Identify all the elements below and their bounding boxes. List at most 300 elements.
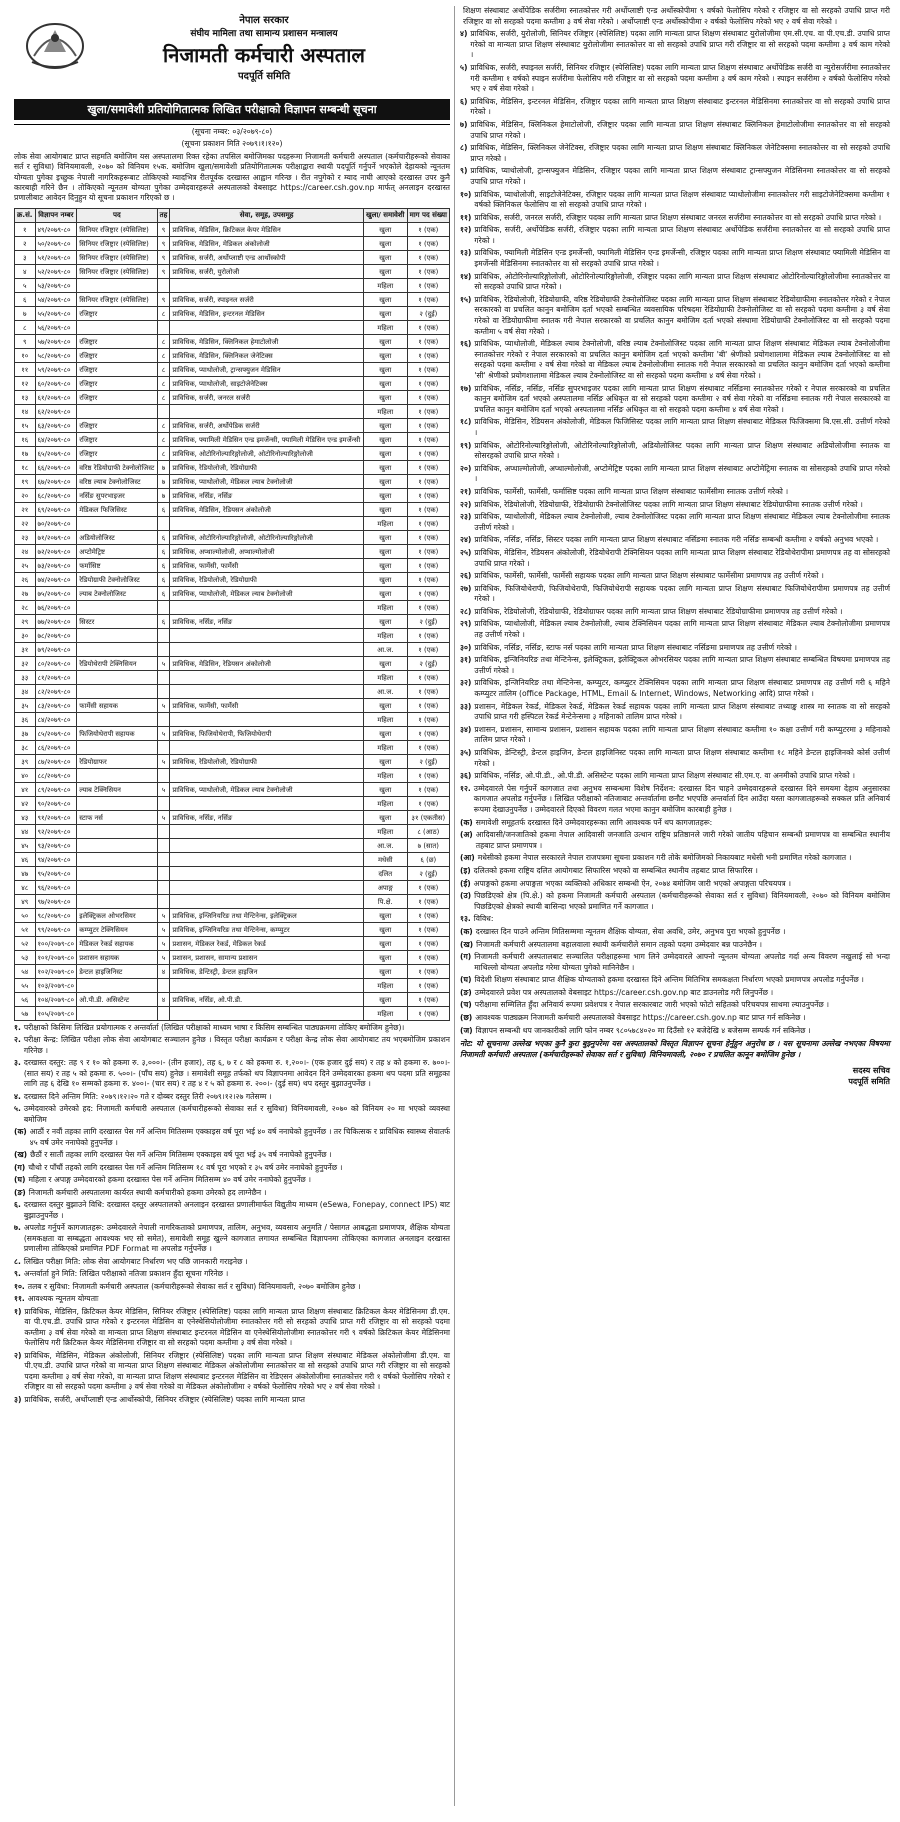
table-cell: प्राविधिक, मेडिसिन, क्रिटिकल केयर मेडिसिन: [170, 222, 364, 236]
table-row: [15, 698, 450, 712]
table-cell: खुला: [363, 754, 407, 768]
table-cell: [157, 278, 170, 292]
table-cell: ७: [157, 460, 170, 474]
table-cell: महिला: [363, 404, 407, 418]
section-item: [14, 1200, 450, 1221]
section-item: [460, 548, 890, 569]
table-row: [15, 950, 450, 964]
section-item: [460, 512, 890, 533]
table-cell: १ (एक): [407, 894, 449, 908]
table-cell: ३६: [15, 712, 36, 726]
table-row: [15, 558, 450, 572]
table-cell: ५९/२०७९-८०: [35, 362, 77, 376]
table-cell: ७: [157, 488, 170, 502]
table-cell: खुला: [363, 950, 407, 964]
table-cell: १ (एक): [407, 222, 449, 236]
table-cell: नर्सिङ सुपरभाइजर: [77, 488, 157, 502]
table-cell: ८७/२०७९-८०: [35, 754, 77, 768]
section-text: प्राविधिक, फार्मेसी, फार्मेसी, फार्मेसी सहायक पदका लागि मान्यता प्राप्त शिक्षण संस्थाबाट फार्मेसीमा प्रमाणपत्र तह उत्तीर्ण गरेको ।: [474, 571, 824, 581]
table-cell: प्राविधिक, फार्मेसी, फार्मेसी: [170, 558, 364, 572]
table-cell: ८: [157, 390, 170, 404]
table-cell: [77, 796, 157, 810]
table-cell: ४९/२०७९-८०: [35, 222, 77, 236]
section-item: [460, 571, 890, 582]
section-item: [460, 1013, 890, 1024]
table-cell: [77, 740, 157, 754]
section-text: प्राविधिक, सर्जरी, अर्थोप्लाष्टी एन्ड आर्थोस्कोपी, सिनियर रजिष्ट्रार (स्पेसिलिष्ट) पदका लागि मान्यता प्राप्त: [24, 1394, 305, 1404]
left-sections: [14, 1023, 450, 1406]
table-cell: ६०/२०७९-८०: [35, 376, 77, 390]
table-cell: [170, 670, 364, 684]
table-cell: २ (दुई): [407, 754, 449, 768]
table-cell: २२: [15, 516, 36, 530]
section-item: [460, 818, 890, 829]
table-cell: [77, 320, 157, 334]
table-cell: [157, 880, 170, 894]
header: [14, 6, 450, 125]
table-cell: ६९/२०७९-८०: [35, 502, 77, 516]
table-row: [15, 936, 450, 950]
table-cell: [77, 824, 157, 838]
section-index: २३): [460, 512, 472, 522]
table-cell: प्राविधिक, इन्जिनियरिङ तथा मेन्टिनेन्स, इलेक्ट्रिकल: [170, 908, 364, 922]
table-cell: १ (एक): [407, 698, 449, 712]
section-text: प्राविधिक, नर्सिङ, ओ.पी.डी., ओ.पी.डी. असिस्टेन्ट पदका लागि मान्यता प्राप्त शिक्षण संस्थाबाट सी.एम.ए. वा अनमीको उपाधि प्राप्त गरेको ।: [474, 771, 856, 781]
table-cell: [157, 866, 170, 880]
table-cell: महिला: [363, 740, 407, 754]
table-cell: ७: [157, 474, 170, 488]
table-cell: १ (एक): [407, 978, 449, 992]
table-cell: ४५: [15, 838, 36, 852]
table-cell: [77, 1006, 157, 1020]
table-cell: २८: [15, 600, 36, 614]
table-row: [15, 642, 450, 656]
section-index: (क): [460, 926, 473, 936]
table-cell: ७४/२०७९-८०: [35, 572, 77, 586]
table-cell: १ (एक): [407, 446, 449, 460]
table-cell: प्राविधिक, मेडिसिन, इन्टरनल मेडिसिन: [170, 306, 364, 320]
table-cell: १ (एक): [407, 768, 449, 782]
section-index: १७): [460, 383, 472, 393]
table-cell: प्राविधिक, प्याथोलोजी, ट्रान्सफ्युजन मेडिसिन: [170, 362, 364, 376]
section-item: [460, 678, 890, 699]
section-item: [460, 339, 890, 381]
table-cell: ४: [15, 264, 36, 278]
table-cell: [157, 852, 170, 866]
section-item: [14, 1307, 450, 1349]
section-text: प्राविधिक, सर्जरी, जनरल सर्जरी, रजिष्ट्रार पदका लागि मान्यता प्राप्त शिक्षण संस्थाबाट जनरल सर्जरीमा स्नातकोत्तर वा सो सरहको उपाधि प्राप्त गरेको ।: [474, 212, 882, 222]
section-text: चौथो र पाँचौं तहको लागि दरखास्त पेस गर्ने अन्तिम मितिसम्म १८ वर्ष पूरा भएको र ३५ वर्ष उमेर ननाघेको हुनुपर्नेछ ।: [28, 1162, 343, 1172]
table-cell: महिला: [363, 1006, 407, 1020]
table-cell: ३५: [15, 698, 36, 712]
table-cell: सिनियर रजिष्ट्रार (स्पेसिलिष्ट): [77, 236, 157, 250]
table-cell: ८: [15, 320, 36, 334]
table-cell: ७७/२०७९-८०: [35, 614, 77, 628]
table-cell: ५५: [15, 978, 36, 992]
table-cell: १ (एक): [407, 964, 449, 978]
table-cell: ५०: [15, 908, 36, 922]
table-cell: प्राविधिक, प्याथोलोजी, मेडिकल ल्याब टेक्नोलोजी: [170, 782, 364, 796]
table-cell: ९९/२०७९-८०: [35, 922, 77, 936]
table-cell: [170, 740, 364, 754]
table-cell: ८ (आठ): [407, 824, 449, 838]
table-cell: १ (एक): [407, 600, 449, 614]
posts-table-body: [15, 222, 450, 1020]
table-row: [15, 922, 450, 936]
table-cell: महिला: [363, 516, 407, 530]
section-item: [460, 748, 890, 769]
table-row: [15, 726, 450, 740]
table-cell: ३७: [15, 726, 36, 740]
section-text: प्राविधिक, इन्जिनियरिङ तथा मेन्टिनेन्स, कम्प्युटर, कम्प्युटर टेक्निसियन पदका लागि मान्यता प्राप्त शिक्षण संस्थाबाट प्रमाणपत्र तह उत्तीर्ण गरी ६ महिने कम्प्युटर तालिम (office Package, HTML, Email & Internet, Windows, Networking आदि) प्राप्त गरेको ।: [474, 678, 890, 699]
table-cell: [77, 628, 157, 642]
header-text: [94, 12, 434, 82]
table-cell: ४: [157, 964, 170, 978]
table-cell: आ.ज.: [363, 838, 407, 852]
table-cell: ५०/२०७९-८०: [35, 236, 77, 250]
section-item: [14, 1092, 450, 1103]
header-cell: सेवा, समूह, उपसमूह: [170, 208, 364, 222]
table-cell: १०४/२०७९-८०: [35, 992, 77, 1006]
table-cell: [170, 880, 364, 894]
section-text: प्राविधिक, फार्मेसी, फार्मेसी, फर्मासिष्ट पदका लागि मान्यता प्राप्त शिक्षण संस्थाबाट फार्मेसीमा स्नातक उत्तीर्ण गरेको ।: [474, 486, 789, 496]
table-cell: [157, 684, 170, 698]
header-line-hospital: निजामती कर्मचारी अस्पताल: [163, 43, 365, 67]
table-cell: १०१/२०७९-८०: [35, 950, 77, 964]
table-cell: ६४/२०७९-८०: [35, 432, 77, 446]
section-text: परीक्षामा सम्मिलित हुँदा अनिवार्य रूपमा प्रवेशपत्र र नेपाल सरकारबाट जारी भएको फोटो सहितको परिचयपत्र साथमा ल्याउनुपर्नेछ ।: [474, 1000, 830, 1010]
table-cell: पि.क्षे.: [363, 894, 407, 908]
section-item: [14, 1175, 450, 1186]
table-cell: रेडियोग्राफी टेक्नोलोजिस्ट: [77, 572, 157, 586]
table-cell: १ (एक): [407, 376, 449, 390]
section-item: [460, 619, 890, 640]
table-cell: सिस्टर: [77, 614, 157, 628]
table-cell: १ (एक): [407, 936, 449, 950]
table-cell: २७: [15, 586, 36, 600]
section-item: [14, 1150, 450, 1161]
table-cell: [170, 278, 364, 292]
section-text: दरखास्त दिने अन्तिम मिति: २०७९।१२।२० गते र दोब्बर दस्तुर तिरी २०७९।१२।२७ गतेसम्म ।: [23, 1091, 272, 1101]
right-sections: [460, 6, 890, 1036]
table-cell: ५७/२०७९-८०: [35, 334, 77, 348]
table-cell: सिनियर रजिष्ट्रार (स्पेसिलिष्ट): [77, 222, 157, 236]
table-cell: ४७: [15, 866, 36, 880]
section-text: प्राविधिक, अप्थाल्मोलोजी, अप्थाल्मोलोजी, अप्टोमेट्रिष्ट पदका लागि मान्यता प्राप्त शिक्षण संस्थाबाट अप्टोमेट्रिमा स्नातक वा सोसरहको उपाधि प्राप्त गरेको ।: [474, 463, 890, 484]
section-text: दरखास्त दस्तुर: तह ९ र १० को हकमा रु. ३,०००।- (तीन हजार), तह ६, ७ र ८ को हकमा रु. १,२००।- (एक हजार दुई सय) र तह ४ को हकमा रु. ७००।- (सात सय) र तह ५ को हकमा रु. ५००।- (पाँच सय) हुनेछ । समावेशी समूह तर्फको थप विज्ञापनमा आवेदन दिने उम्मेदवारका हकमा थप पदमा प्रति समूहका लागि तह ६ देखि १० सम्मको हकमा रु. ४००।- (चार सय) र तह ४ र ५ को हकमा रु. २००।- (दुई सय) थप दस्तुर बुझाउनुपर्नेछ ।: [23, 1058, 450, 1089]
table-row: [15, 488, 450, 502]
table-cell: १ (एक): [407, 558, 449, 572]
section-item: [460, 771, 890, 782]
table-cell: [170, 1006, 364, 1020]
table-cell: १०: [15, 348, 36, 362]
table-cell: महिला: [363, 320, 407, 334]
table-cell: ५७: [15, 1006, 36, 1020]
table-cell: १५: [15, 418, 36, 432]
table-cell: ९०/२०७९-८०: [35, 796, 77, 810]
table-cell: ४१: [15, 782, 36, 796]
table-row: [15, 782, 450, 796]
table-cell: फार्मेसी सहायक: [77, 698, 157, 712]
table-cell: प्राविधिक, रेडियोलोजी, रेडियोग्राफी: [170, 460, 364, 474]
table-cell: खुला: [363, 362, 407, 376]
table-cell: ५३: [15, 950, 36, 964]
table-cell: प्राविधिक, मेडिसिन, रेडियसन अंकोलोजी: [170, 656, 364, 670]
table-cell: ५१: [15, 922, 36, 936]
table-cell: प्राविधिक, फ्यामिली मेडिसिन एन्ड इमर्जेन्सी, फ्यामिली मेडिसिन एन्ड इमर्जेन्सी: [170, 432, 364, 446]
table-cell: १ (एक): [407, 922, 449, 936]
section-item: [460, 535, 890, 546]
table-row: [15, 390, 450, 404]
section-item: [14, 1269, 450, 1280]
header-cell: खुला/ समावेशी: [363, 208, 407, 222]
section-item: [14, 1035, 450, 1056]
table-cell: ९: [157, 250, 170, 264]
table-row: [15, 376, 450, 390]
table-row: [15, 600, 450, 614]
table-cell: ८३/२०७९-८०: [35, 698, 77, 712]
table-cell: प्राविधिक, मेडिसिन, रेडियसन अंकोलोजी: [170, 502, 364, 516]
section-item: [460, 63, 890, 95]
table-cell: [157, 838, 170, 852]
section-text: अपाङ्गको हकमा अपाङ्गता भएका व्यक्तिको अधिकार सम्बन्धी ऐन, २०७४ बमोजिम जारी भएको अपाङ्गता परिचयपत्र ।: [473, 878, 792, 888]
table-row: [15, 740, 450, 754]
table-cell: खुला: [363, 698, 407, 712]
section-index: (च): [460, 1000, 472, 1010]
table-cell: [157, 320, 170, 334]
table-cell: मेडिकल रेकर्ड सहायक: [77, 936, 157, 950]
section-text: प्राविधिक, प्याथोलोजी, मेडिकल ल्याब टेक्नोलोजी, वरिष्ठ ल्याब टेक्नोलोजिस्ट पदका लागि मान्यता प्राप्त शिक्षण संस्थाबाट मेडिकल ल्याब टेक्नोलोजीमा स्नातकोत्तर गरेको र नेपाल सरकारको वा प्रचलित कानुन बमोजिम दर्ता भएको कम्तीमा 'बी' श्रेणीको प्रयोगशालामा मेडिकल ल्याब टेक्नोलोजिस्ट वा सो सरहको पदमा कम्तीमा २ वर्ष सेवा गरेको वा मेडिकल ल्याब टेक्नोलोजीमा स्नातक गरी नेपाल सरकारको वा प्रचलित कानुन बमोजिम दर्ता भएको कम्तीमा 'सी' श्रेणीको प्रयोगशालामा मेडिकल ल्याब टेक्नोलोजिस्ट वा सो सरहको पदमा कम्तीमा ४ वर्ष सेवा गरेको ।: [474, 339, 890, 380]
table-row: [15, 530, 450, 544]
table-cell: ८०/२०७९-८०: [35, 656, 77, 670]
table-cell: ६३/२०७९-८०: [35, 418, 77, 432]
table-cell: ८: [157, 348, 170, 362]
table-row: [15, 796, 450, 810]
table-cell: ५२: [15, 936, 36, 950]
table-cell: [170, 684, 364, 698]
table-cell: १ (एक): [407, 348, 449, 362]
section-text: प्राविधिक, रेडियोलोजी, रेडियोग्राफी, रेडियोग्राफर पदका लागि मान्यता प्राप्त शिक्षण संस्थाबाट रेडियोग्राफीमा प्रमाणपत्र तह उत्तीर्ण गरेको ।: [474, 606, 843, 616]
table-cell: [157, 712, 170, 726]
section-text: मधेसीको हकमा नेपाल सरकारले नेपाल राजपत्रमा सूचना प्रकाशन गरी तोके बमोजिमको निकायबाट मधेसी भनी प्रमाणित गरेको कागजात ।: [477, 853, 852, 863]
section-text: प्राविधिक, फ्यामिली मेडिसिन एन्ड इमर्जेन्सी, फ्यामिली मेडिसिन एन्ड इमर्जेन्सी, रजिष्ट्रार पदका लागि मान्यता प्राप्त शिक्षण संस्थाबाट फ्यामिली मेडिसिन वा इमर्जेन्सी मेडिसिनमा स्नातकोत्तर वा सो सरहको उपाधि प्राप्त गरेको ।: [474, 248, 890, 269]
section-text: निजामती कर्मचारी अस्पतालबाट सञ्चालित परीक्षाहरूमा भाग लिने उम्मेदवारले आफ्नो न्यूनतम योग्यता अपलोड गर्दा अन्य विवरण नखुलाई सो भन्दा माथिल्लो योग्यता अपलोड गरेमा योग्यता पुगेको मानिनेछैन ।: [474, 952, 890, 972]
table-cell: ३९: [15, 754, 36, 768]
table-cell: ३३: [15, 670, 36, 684]
section-index: ५.: [14, 1104, 21, 1114]
section-text: प्राविधिक, मेडिसिन, रेडियसन अंकोलोजी, मेडिकल फिजिसिस्ट पदका लागि मान्यता प्राप्त शिक्षण संस्थाबाट मेडिकल फिजिक्समा बि.एस.सी. उत्तीर्ण गरेको ।: [474, 417, 890, 437]
nepal-emblem-icon: [24, 16, 86, 70]
section-index: (अ): [460, 830, 473, 840]
table-cell: खुला: [363, 474, 407, 488]
signature-title: सदस्य सचिव: [852, 1066, 890, 1076]
section-text: छैठौं र सातौं तहका लागि दरखास्त पेस गर्ने अन्तिम मितिसम्म एक्काइस वर्ष पूरा भई ३५ वर्ष ननाघेको हुनुपर्नेछ ।: [30, 1150, 332, 1160]
table-cell: [157, 600, 170, 614]
section-text: प्राविधिक, सर्जरी, स्पाइनल सर्जरी, सिनियर रजिष्ट्रार (स्पेसिलिष्ट) पदका लागि मान्यता प्राप्त शिक्षण संस्थाबाट अर्थोपेडिक सर्जरी वा न्युरोसर्जरीमा स्नातकोत्तर गरी कम्तीमा १ वर्षको स्पाइन सर्जरीमा फेलोसिप गरी रजिष्ट्रार वा सो सरहको पदमा कम्तीमा ३ वर्ष काम गरेको । स्पाइन सर्जरीमा २ वर्षको फेलोसिप गरेको भए २ वर्ष सेवा गरेको ।: [470, 62, 890, 94]
table-cell: [170, 320, 364, 334]
section-item: [460, 441, 890, 462]
section-index: ७.: [14, 1223, 21, 1233]
table-cell: खुला: [363, 460, 407, 474]
table-cell: २ (दुई): [407, 656, 449, 670]
table-cell: ८६/२०७९-८०: [35, 740, 77, 754]
section-index: (क): [460, 817, 473, 827]
section-item: [460, 853, 890, 864]
table-cell: ७२/२०७९-८०: [35, 544, 77, 558]
section-item: [460, 417, 890, 438]
section-item: [460, 879, 890, 890]
table-cell: ९६/२०७९-८०: [35, 880, 77, 894]
table-cell: प्राविधिक, रेडियोलोजी, रेडियोग्राफी: [170, 572, 364, 586]
table-cell: ५: [157, 908, 170, 922]
table-cell: ५४/२०७९-८०: [35, 292, 77, 306]
table-cell: ९: [157, 292, 170, 306]
table-cell: ५४: [15, 964, 36, 978]
table-cell: ९७/२०७९-८०: [35, 894, 77, 908]
table-row: [15, 866, 450, 880]
table-cell: रेडियोग्राफर: [77, 754, 157, 768]
table-cell: खुला: [363, 236, 407, 250]
table-cell: ६: [15, 292, 36, 306]
table-cell: [170, 768, 364, 782]
table-cell: २९: [15, 614, 36, 628]
section-index: ११): [460, 212, 472, 222]
table-cell: ७६/२०७९-८०: [35, 600, 77, 614]
table-cell: [77, 404, 157, 418]
table-cell: डेन्टल हाइजिनिस्ट: [77, 964, 157, 978]
table-row: [15, 250, 450, 264]
table-cell: प्राविधिक, नर्सिङ, नर्सिङ: [170, 488, 364, 502]
section-index: (ग): [14, 1162, 26, 1172]
section-text: शिक्षण संस्थाबाट अर्थोपेडिक सर्जरीमा स्नातकोत्तर गरी अर्थोप्लाष्टी एन्ड अर्थोस्कोपीमा ९ वर्षको फेलोसिप गरेको र रजिष्ट्रार वा सो सरहको उपाधि प्राप्त गरी रजिष्ट्रार वा सो सरहको पदमा कम्तीमा ३ वर्ष सेवा गरेको । अर्थोप्लाष्टी एन्ड अर्थोस्कोपीमा २ वर्षको फेलोसिप गरेको भए २ वर्ष सेवा गरेको ।: [463, 6, 890, 26]
section-index: ७): [460, 119, 468, 129]
header-cell: माग पद संख्या: [407, 208, 449, 222]
table-cell: खुला: [363, 348, 407, 362]
header-cell: पद: [77, 208, 157, 222]
table-cell: खुला: [363, 558, 407, 572]
section-item: [14, 1294, 450, 1305]
table-row: [15, 1006, 450, 1020]
table-row: [15, 334, 450, 348]
table-cell: महिला: [363, 978, 407, 992]
table-cell: ८८/२०७९-८०: [35, 768, 77, 782]
table-cell: [77, 642, 157, 656]
section-item: [460, 988, 890, 999]
table-cell: खुला: [363, 656, 407, 670]
table-cell: १ (एक): [407, 642, 449, 656]
table-cell: खुला: [363, 446, 407, 460]
section-item: [460, 584, 890, 605]
section-text: प्राविधिक, फिजियोथेरापी, फिजियोथेरापी, फिजियोथेरापी सहायक पदका लागि मान्यता प्राप्त शिक्षण संस्थाबाट फिजियोथेरापीमा प्रमाणपत्र तह उत्तीर्ण गरेको ।: [474, 583, 890, 604]
section-index: (उ): [460, 891, 472, 901]
section-item: [14, 1282, 450, 1293]
notice-number: (सूचना नम्बर: ०३/२०७९-८०): [191, 127, 273, 136]
section-item: [460, 725, 890, 746]
section-index: ४.: [14, 1091, 21, 1101]
table-cell: ५६: [15, 992, 36, 1006]
table-cell: [77, 880, 157, 894]
table-cell: ६: [157, 614, 170, 628]
table-cell: ओ.पी.डी. असिस्टेन्ट: [77, 992, 157, 1006]
table-cell: १ (एक): [407, 390, 449, 404]
table-cell: आ.ज.: [363, 684, 407, 698]
posts-table-header: [15, 208, 450, 222]
table-cell: [170, 712, 364, 726]
table-cell: प्राविधिक, नर्सिङ, ओ.पी.डी.: [170, 992, 364, 1006]
table-row: [15, 670, 450, 684]
table-cell: १ (एक): [407, 432, 449, 446]
section-index: १०): [460, 189, 472, 199]
table-cell: ४३: [15, 810, 36, 824]
section-index: ४): [460, 29, 468, 39]
section-text: प्राविधिक, प्याथोलोजी, मेडिकल ल्याब टेक्नोलोजी, ल्याब टेक्नोलोजिस्ट पदका लागि मान्यता प्राप्त शिक्षण संस्थाबाट मेडिकल ल्याब टेक्नोलोजीमा स्नातक उत्तीर्ण गरेको ।: [474, 512, 890, 532]
table-cell: सिनियर रजिष्ट्रार (स्पेसिलिष्ट): [77, 250, 157, 264]
table-cell: खुला: [363, 614, 407, 628]
table-cell: [157, 404, 170, 418]
table-cell: [77, 684, 157, 698]
table-cell: [157, 796, 170, 810]
table-cell: १०५/२०७९-८०: [35, 1006, 77, 1020]
table-cell: ६: [157, 586, 170, 600]
table-row: [15, 474, 450, 488]
section-text: प्राविधिक, रेडियोलोजी, रेडियोग्राफी, रेडियोग्राफी टेक्नोलोजिस्ट पदका लागि मान्यता प्राप्त शिक्षण संस्थाबाट रेडियोग्राफीमा स्नातक उत्तीर्ण गरेको ।: [474, 499, 863, 509]
table-cell: ७: [15, 306, 36, 320]
table-cell: ९३/२०७९-८०: [35, 838, 77, 852]
table-cell: ६१/२०७९-८०: [35, 390, 77, 404]
section-index: ३): [14, 1394, 22, 1404]
section-index: २५): [460, 547, 472, 557]
table-cell: प्राविधिक, रेडियोलोजी, रेडियोग्राफी: [170, 754, 364, 768]
table-cell: मेडिकल फिजिसिस्ट: [77, 502, 157, 516]
table-cell: ५: [157, 922, 170, 936]
table-cell: खुला: [363, 376, 407, 390]
table-cell: १ (एक): [407, 362, 449, 376]
table-cell: प्राविधिक, इन्जिनियरिङ तथा मेन्टिनेन्स, कम्प्युटर: [170, 922, 364, 936]
table-cell: १७: [15, 446, 36, 460]
section-index: ३३): [460, 701, 472, 711]
section-text: समावेशी समूहतर्फ दरखास्त दिने उम्मेदवारहरूका लागि आवश्यक पर्ने थप कागजातहरू:: [475, 817, 713, 827]
table-cell: ६ (छ): [407, 852, 449, 866]
table-row: [15, 768, 450, 782]
table-row: [15, 278, 450, 292]
section-item: [460, 29, 890, 61]
table-cell: खुला: [363, 222, 407, 236]
section-item: [460, 166, 890, 187]
table-cell: २३: [15, 530, 36, 544]
table-cell: १८: [15, 460, 36, 474]
section-index: २): [14, 1350, 22, 1360]
table-cell: प्राविधिक, मेडिसिन, क्लिनिकल हेमाटोलोजी: [170, 334, 364, 348]
table-cell: ३८: [15, 740, 36, 754]
table-cell: खुला: [363, 306, 407, 320]
table-cell: १ (एक): [407, 250, 449, 264]
table-cell: खुला: [363, 432, 407, 446]
table-cell: प्राविधिक, ओटोरिनोल्यारिङ्गोलोजी, ओटोरिनोल्यारिङ्गोलोजी: [170, 446, 364, 460]
section-index: १८): [460, 417, 472, 427]
table-row: [15, 754, 450, 768]
section-item: [14, 1104, 450, 1125]
section-text: प्राविधिक, ओटोरिनोल्यारिङ्गोलोजी, ओटोरिनोल्यारिङ्गोलोजी, अडियोलोजिस्ट पदका लागि मान्यता प्राप्त शिक्षण संस्थाबाट अडियोलोजीमा स्नातक वा सोसरहको उपाधि प्राप्त गरेको ।: [474, 440, 890, 461]
table-cell: ६: [157, 502, 170, 516]
table-cell: प्राविधिक, नर्सिङ, नर्सिङ: [170, 810, 364, 824]
table-cell: ८४/२०७९-८०: [35, 712, 77, 726]
table-cell: खुला: [363, 544, 407, 558]
section-index: ९): [460, 166, 468, 176]
table-cell: ९५/२०७९-८०: [35, 866, 77, 880]
section-item: [460, 866, 890, 877]
table-cell: रेडियोथेरापी टेक्निसियन: [77, 656, 157, 670]
section-item: [460, 655, 890, 676]
